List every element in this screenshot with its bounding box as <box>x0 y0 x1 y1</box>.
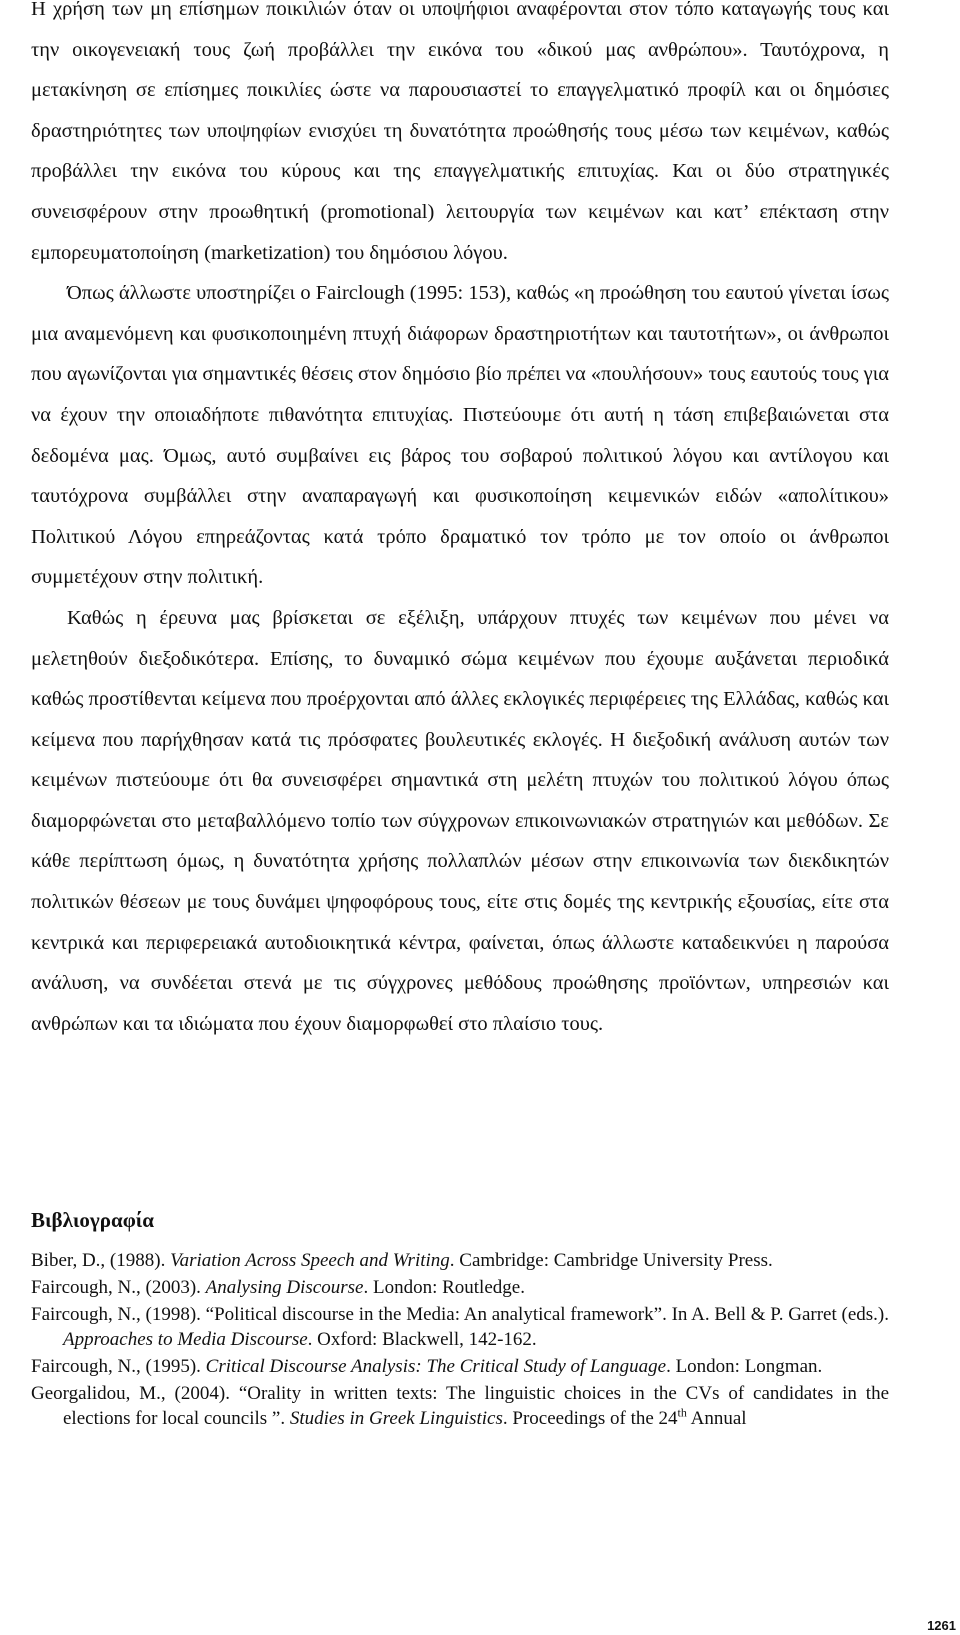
reference-title: Approaches to Media Discourse <box>63 1329 308 1350</box>
references-list <box>31 1248 889 1433</box>
paragraph: Η χρήση των μη επίσημων ποικιλιών όταν οι υποψήφιοι αναφέρονται στον τόπο καταγωγής τους και την οικογενειακή τους ζωή προβάλλει την εικόνα του «δικού μας ανθρώπου». Ταυτόχρονα, η μετακίνηση σε επίσημες ποικιλίες ώστε να παρουσιαστεί το επαγγελματικό προφίλ και οι δημόσιες δραστηριότητες των υποψηφίων ενισχύει τη δυνατότητα προώθησής τους μέσω των κειμένων, καθώς προβάλλει την εικόνα του κύρους και της επαγγελματικής επιτυχίας. Και οι δύο στρατηγικές συνεισφέρουν στην προωθητική (promotional) λειτουργία των κειμένων και κατ’ επέκταση στην εμπορευματοποίηση (marketization) του δημόσιου λόγου. <box>31 0 889 264</box>
reference-item <box>31 1354 889 1379</box>
body-text <box>31 0 889 1044</box>
reference-item <box>31 1275 889 1300</box>
reference-title: Analysing Discourse <box>205 1277 364 1298</box>
reference-text: Annual <box>686 1408 747 1429</box>
reference-title: Variation Across Speech and Writing <box>170 1250 450 1271</box>
reference-text: . London: Longman. <box>666 1356 823 1377</box>
reference-text: . London: Routledge. <box>363 1277 525 1298</box>
references-heading: Βιβλιογραφία <box>31 1208 155 1232</box>
reference-item <box>31 1381 889 1431</box>
reference-text: Faircough, N., (1998). “Political discourse in the Media: An analytical framework”. In A. Bell & P. Garret (eds.). <box>31 1304 889 1325</box>
reference-title: Critical Discourse Analysis: The Critical Study of Language <box>205 1356 667 1377</box>
reference-text: . Cambridge: Cambridge University Press. <box>449 1250 773 1271</box>
reference-item <box>31 1302 889 1352</box>
reference-title: Studies in Greek Linguistics <box>289 1408 503 1429</box>
reference-text: Georgalidou, M., (2004). “Orality in written texts: The linguistic choices in the CVs of candidates in the elections for local councils ”. <box>31 1383 889 1429</box>
reference-text: . Oxford: Blackwell, 142-162. <box>307 1329 537 1350</box>
paragraph: Όπως άλλωστε υποστηρίζει ο Fairclough (1995: 153), καθώς «η προώθηση του εαυτού γίνεται ίσως μια αναμενόμενη και φυσικοποιημένη πτυχή διάφορων δραστηριοτήτων και ταυτοτήτων», οι άνθρωποι που αγωνίζονται για σημαντικές θέσεις στον δημόσιο βίο πρέπει να «πουλήσουν» τους εαυτούς τους για να έχουν την οποιαδήποτε πιθανότητα επιτυχίας. Πιστεύουμε ότι αυτή η τάση επιβεβαιώνεται στα δεδομένα μας. Όμως, αυτό συμβαίνει εις βάρος του σοβαρού πολιτικού λόγου και αντίλογου και ταυτόχρονα συμβάλλει στην αναπαραγωγή και φυσικοποίηση κειμενικών ειδών «απολίτικου» Πολιτικού Λόγου επηρεάζοντας κατά τρόπο δραματικό τον τρόπο με τον οποίο οι άνθρωποι συμμετέχουν στην πολιτική. <box>31 282 889 589</box>
reference-text: Faircough, N., (2003). <box>31 1277 206 1298</box>
page-number: 1261 <box>927 1618 956 1633</box>
paragraph: Καθώς η έρευνα μας βρίσκεται σε εξέλιξη, υπάρχουν πτυχές των κειμένων που μένει να μελετηθούν διεξοδικότερα. Επίσης, το δυναμικό σώμα κειμένων που έχουμε αυξάνεται περιοδικά καθώς προστίθενται κείμενα που προέρχονται από άλλες εκλογικές περιφέρειες της Ελλάδας, καθώς και κείμενα που παρήχθησαν κατά τις πρόσφατες βουλευτικές εκλογές. Η διεξοδική ανάλυση αυτών των κειμένων πιστεύουμε ότι θα συνεισφέρει σημαντικά στη μελέτη πτυχών του πολιτικού λόγου όπως διαμορφώνεται στο μεταβαλλόμενο τοπίο των σύγχρονων επικοινωνιακών στρατηγιών και μεθόδων. Σε κάθε περίπτωση όμως, η δυνατότητα χρήσης πολλαπλών μέσων στην επικοινωνία των διεκδικητών πολιτικών θέσεων με τους δυνάμει ψηφοφόρους τους, είτε στις δομές της κεντρικής εξουσίας, είτε στα κεντρικά και περιφερειακά αυτοδιοικητικά κέντρα, φαίνεται, όπως άλλωστε καταδεικνύει η παρούσα ανάλυση, να συνδέεται στενά με τις σύγχρονες μεθόδους προώθησης προϊόντων, υπηρεσιών και ανθρώπων και τα ιδιώματα που έχουν διαμορφωθεί στο πλαίσιο τους. <box>31 606 889 1035</box>
reference-item <box>31 1248 889 1273</box>
reference-text: . Proceedings of the 24 <box>502 1408 678 1429</box>
reference-text: Faircough, N., (1995). <box>31 1356 206 1377</box>
superscript: th <box>677 1405 687 1420</box>
reference-text: Biber, D., (1988). <box>31 1250 171 1271</box>
